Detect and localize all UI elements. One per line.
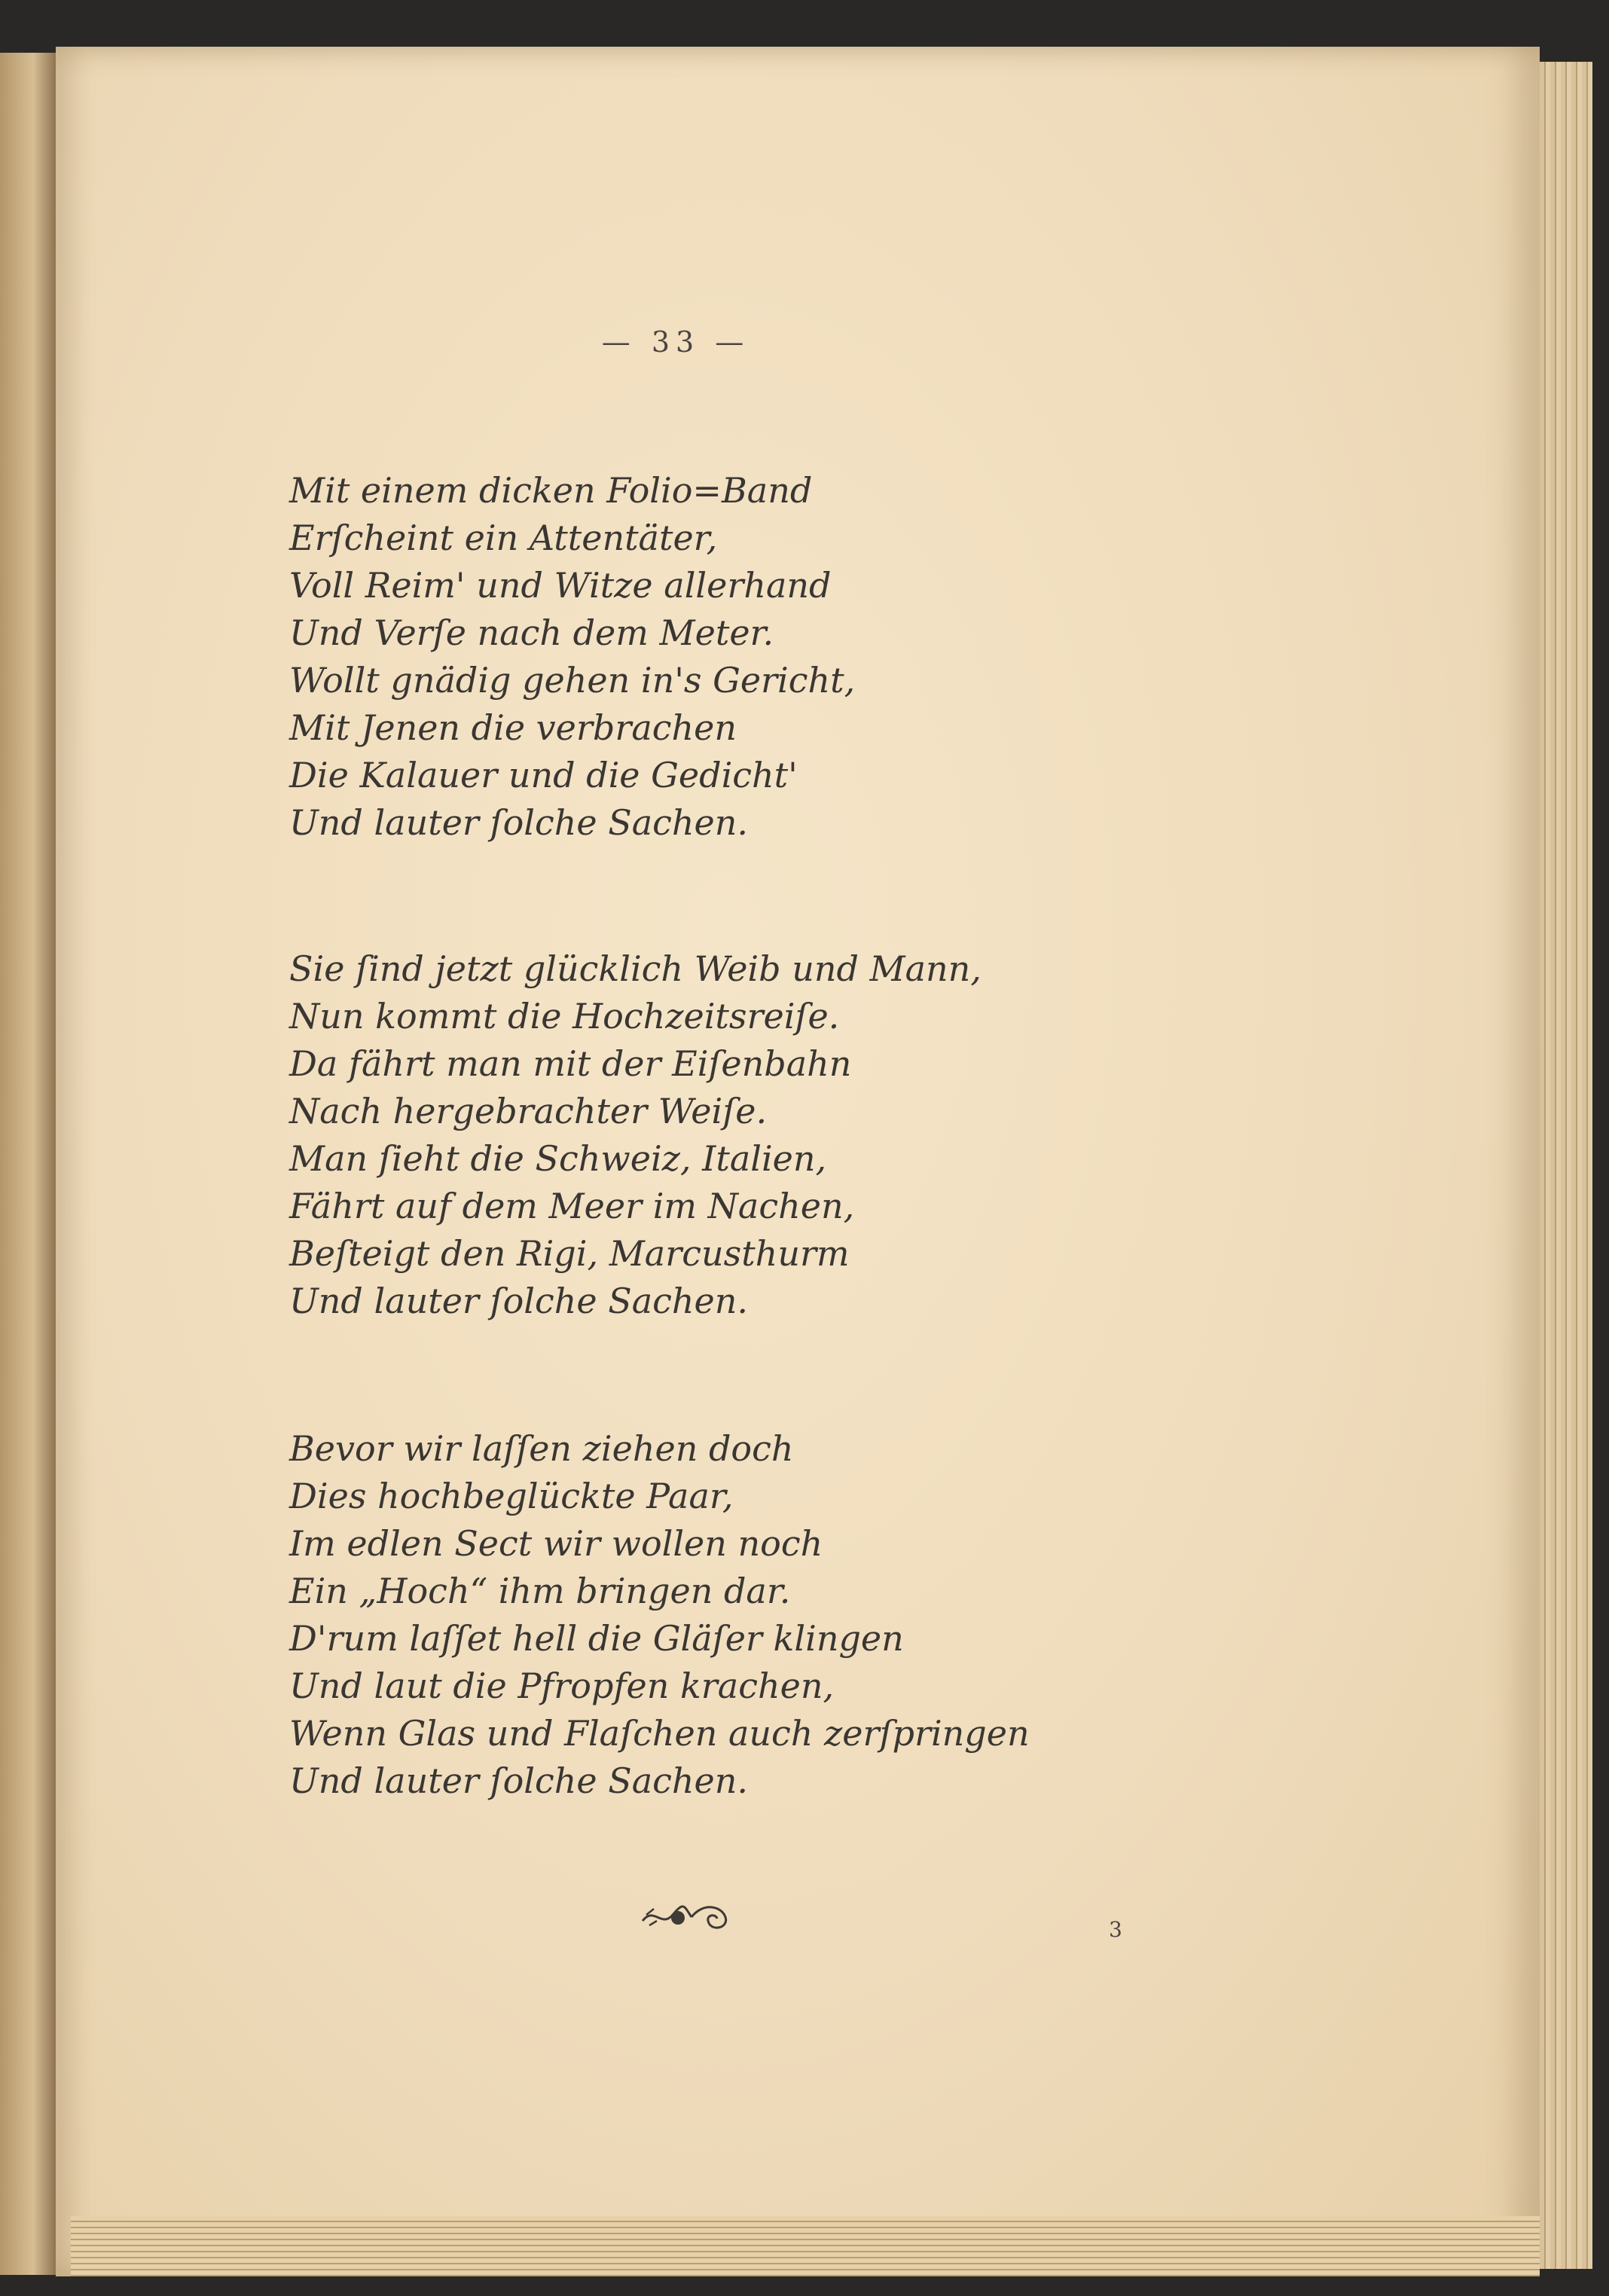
poem-line: Bevor wir laſſen ziehen doch [289,1428,794,1469]
floral-vignette-icon [639,1898,744,1936]
poem-line: Fährt auf dem Meer im Nachen, [289,1186,855,1226]
bottom-page-edges [71,2216,1540,2276]
poem-line: Nach hergebrachter Weiſe. [289,1091,768,1131]
poem-line: Die Kalauer und die Gedicht' [289,755,798,795]
poem-line: Und laut die Pfropfen krachen, [289,1666,835,1706]
stanza-2 [289,945,1269,1325]
poem-line: Und lauter ſolche Sachen. [289,1281,749,1321]
poem-line: Und lauter ſolche Sachen. [289,1760,749,1801]
stanza-3 [289,1425,1269,1805]
poem-line: Nun kommt die Hochzeitsreiſe. [289,996,840,1037]
poem-line: Ein „Hoch“ ihm bringen dar. [289,1571,791,1611]
poem-line: D'rum laſſet hell die Gläſer klingen [289,1618,904,1659]
poem-line: Voll Reim' und Witze allerhand [289,565,832,606]
poem-line: Mit Jenen die verbrachen [289,707,737,748]
signature-mark: 3 [1109,1917,1122,1942]
poem-line: Da fährt man mit der Eiſenbahn [289,1043,852,1084]
poem-line: Wollt gnädig gehen in's Gericht, [289,660,856,701]
poem-line: Wenn Glas und Flaſchen auch zerſpringen [289,1713,1030,1754]
poem-line: Und Verſe nach dem Meter. [289,612,774,653]
poem-line: Beſteigt den Rigi, Marcusthurm [289,1233,850,1274]
left-page-edge [0,53,56,2275]
poem-line: Und lauter ſolche Sachen. [289,802,749,843]
poem-line: Erſcheint ein Attentäter, [289,518,718,558]
poem-line: Im edlen Sect wir wollen noch [289,1523,823,1564]
poem-line: Mit einem dicken Folio=Band [289,470,813,511]
page-number: — 33 — [601,325,750,359]
right-page-edges [1540,62,1592,2269]
stanza-1 [289,467,1269,847]
poem-line: Dies hochbeglückte Paar, [289,1476,734,1516]
poem-line: Man ſieht die Schweiz, Italien, [289,1138,827,1179]
poem-line: Sie ſind jetzt glücklich Weib und Mann, [289,948,982,989]
